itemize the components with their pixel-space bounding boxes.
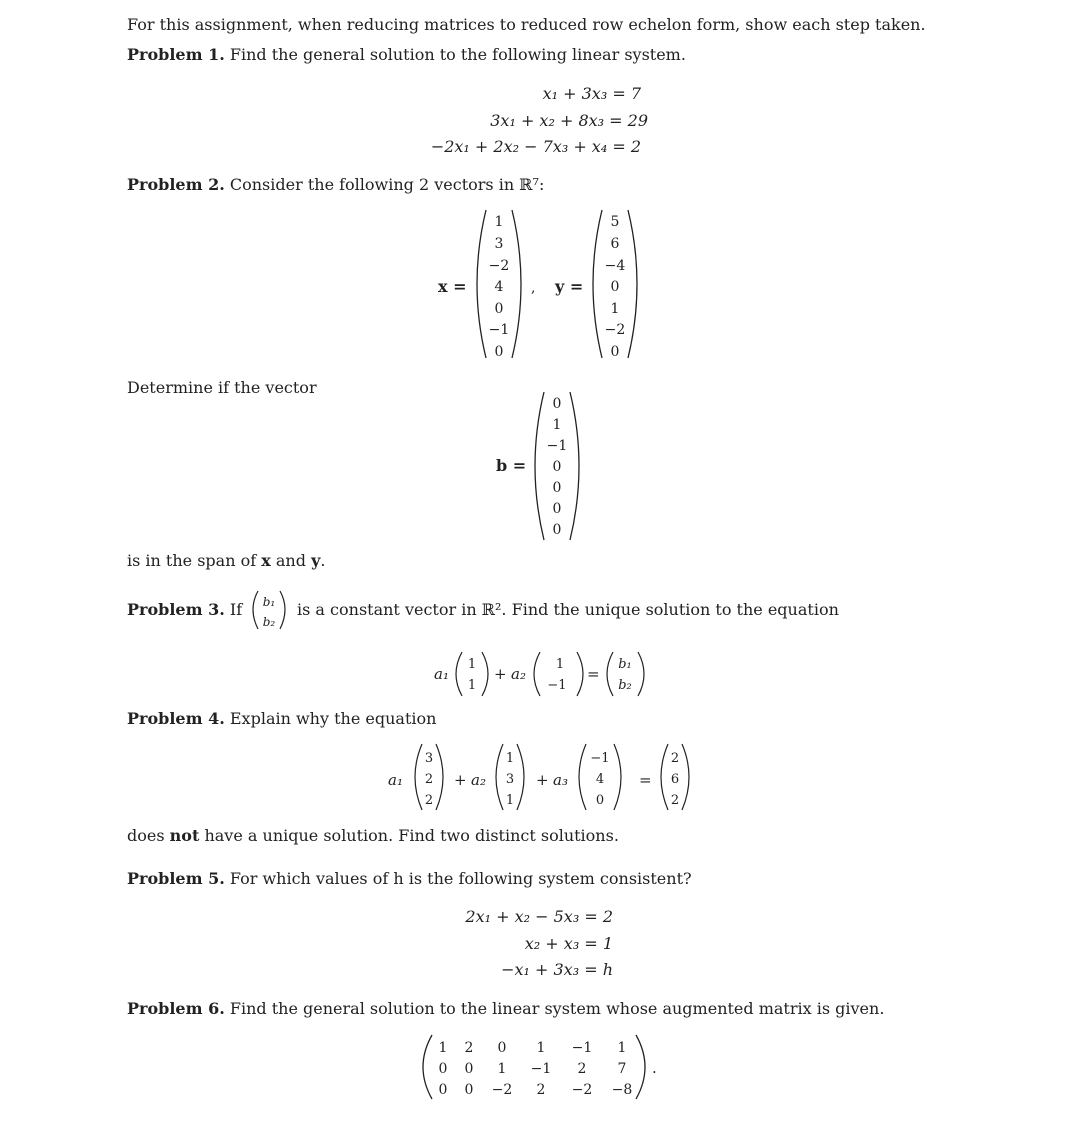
y-entry: −4 — [604, 258, 626, 274]
p4-rhs-left-paren — [661, 744, 668, 810]
b-entry: 0 — [552, 459, 562, 475]
p4-rhs-entry: 2 — [670, 793, 680, 808]
p4-after-bold: not — [169, 826, 200, 845]
p6-cell: 0 — [497, 1040, 507, 1056]
p4-v2-entry: 3 — [505, 772, 515, 787]
y-right-paren — [628, 210, 637, 358]
x-entry: −2 — [488, 258, 510, 274]
b-entry: 0 — [552, 480, 562, 496]
x-right-paren — [512, 210, 521, 358]
p6-cell: 1 — [497, 1061, 507, 1077]
p4-v1-left-paren — [415, 744, 422, 810]
p6-matrix-row — [439, 1061, 627, 1077]
p4-plus-2: + — [536, 771, 549, 789]
p3-a2: a₂ — [511, 665, 526, 683]
problem-6-text: Find the general solution to the linear system whose augmented matrix is given. — [229, 999, 885, 1018]
y-entry: −2 — [604, 322, 626, 338]
x-entry: 3 — [494, 236, 504, 252]
problem-4 — [127, 709, 436, 729]
vector-comma: , — [531, 280, 536, 296]
p5-eq-3: −x₁ + 3x₃ = h — [501, 960, 613, 979]
p6-cell: 1 — [617, 1040, 627, 1056]
p3-rhs-entry: b₁ — [618, 657, 632, 672]
p4-after-post: have a unique solution. Find two distinct solutions. — [204, 826, 619, 845]
problem-3 — [127, 600, 242, 620]
p4-rhs-entry: 2 — [670, 751, 680, 766]
p3-rhs-right-paren — [638, 652, 644, 696]
x-left-paren — [477, 210, 486, 358]
span-and: and — [275, 551, 306, 570]
p6-cell: 2 — [536, 1082, 546, 1098]
b-entry: 0 — [552, 501, 562, 517]
problem-1-heading: Problem 1. — [127, 45, 225, 64]
p4-v2-entry: 1 — [505, 793, 515, 808]
problem-6-heading: Problem 6. — [127, 999, 225, 1018]
problem-4-heading: Problem 4. — [127, 709, 225, 728]
p6-cell: 0 — [438, 1082, 448, 1098]
p4-v1-right-paren — [436, 744, 443, 810]
p4-after-pre: does — [127, 826, 165, 845]
p6-cell: −1 — [530, 1061, 552, 1077]
problem-3-text-pre: If — [229, 600, 243, 619]
p3-rhs-left-paren — [607, 652, 613, 696]
b-vector-label: b = — [496, 456, 527, 475]
span-x: x — [261, 551, 271, 570]
problem-5 — [127, 869, 692, 889]
y-entry: 0 — [610, 279, 620, 295]
p3-inline-right-paren — [280, 591, 285, 629]
span-pre: is in the span of — [127, 551, 257, 570]
x-entry: 1 — [494, 214, 504, 230]
p4-v2-left-paren — [496, 744, 503, 810]
p6-cell: 0 — [464, 1061, 474, 1077]
p3-v2-entry: −1 — [547, 678, 567, 693]
p3-rhs-entry: b₂ — [618, 678, 632, 693]
p4-v3-entry: −1 — [590, 751, 610, 766]
p3-inline-left-paren — [253, 591, 258, 629]
problem-4-text: Explain why the equation — [229, 709, 437, 728]
p3-plus: + — [494, 665, 507, 683]
problem-2-heading: Problem 2. — [127, 175, 225, 194]
b-entry: 0 — [552, 396, 562, 412]
y-entry: 5 — [610, 214, 620, 230]
p3-v1-entry: 1 — [467, 678, 477, 693]
x-vector-label: x = — [438, 277, 467, 296]
p6-matrix-row — [439, 1040, 627, 1056]
p6-matrix-row — [439, 1082, 633, 1098]
p1-eq-3: −2x₁ + 2x₂ − 7x₃ + x₄ = 2 — [430, 137, 641, 156]
problem-5-heading: Problem 5. — [127, 869, 225, 888]
problem-5-text: For which values of h is the following system consistent? — [229, 869, 692, 888]
p4-rhs-right-paren — [682, 744, 689, 810]
problem-6 — [127, 999, 884, 1019]
p2-determine-text: Determine if the vector — [127, 378, 317, 397]
x-entry: 0 — [494, 301, 504, 317]
p3-v2-left-paren — [534, 652, 540, 696]
p6-cell: 2 — [464, 1040, 474, 1056]
y-entry: 1 — [610, 301, 620, 317]
b-vector-entries — [547, 396, 568, 538]
b-entry: −1 — [546, 438, 568, 454]
p3-v1-entry: 1 — [467, 657, 477, 672]
p6-cell: 0 — [464, 1082, 474, 1098]
p6-right-paren — [636, 1035, 645, 1099]
p3-v2-right-paren — [577, 652, 583, 696]
x-vector-entries — [489, 214, 510, 360]
problem-2-text: Consider the following 2 vectors in ℝ⁷: — [229, 175, 545, 194]
p6-cell: 0 — [438, 1061, 448, 1077]
p6-cell: −2 — [571, 1082, 593, 1098]
p3-inline-b2: b₂ — [262, 615, 276, 629]
p4-rhs-entry: 6 — [670, 772, 680, 787]
p6-left-paren — [423, 1035, 432, 1099]
y-entry: 0 — [610, 344, 620, 360]
p6-period: . — [652, 1059, 657, 1077]
p1-eq-1: x₁ + 3x₃ = 7 — [542, 84, 641, 103]
y-vector-label: y = — [555, 277, 584, 296]
p5-eq-1: 2x₁ + x₂ − 5x₃ = 2 — [465, 907, 613, 926]
p3-equals: = — [587, 665, 600, 683]
p1-eq-2: 3x₁ + x₂ + 8x₃ = 29 — [490, 111, 648, 130]
problem-3-heading: Problem 3. — [127, 600, 225, 619]
intro-text: For this assignment, when reducing matrices to reduced row echelon form, show each step taken. — [127, 15, 926, 34]
p4-v2-entry: 1 — [505, 751, 515, 766]
p4-after-text — [127, 826, 619, 846]
p3-a1: a₁ — [434, 665, 449, 683]
p4-equals: = — [639, 771, 652, 789]
p4-a2: a₂ — [471, 771, 486, 789]
p6-cell: 1 — [536, 1040, 546, 1056]
p6-cell: 7 — [617, 1061, 627, 1077]
p4-a3: a₃ — [553, 771, 568, 789]
p4-v3-entry: 0 — [595, 793, 605, 808]
p4-v3-right-paren — [614, 744, 621, 810]
p4-v1-entry: 2 — [424, 793, 434, 808]
p3-v2-entry: 1 — [555, 657, 565, 672]
x-entry: 4 — [494, 279, 504, 295]
p4-v1-entry: 2 — [424, 772, 434, 787]
p3-v1-right-paren — [482, 652, 488, 696]
b-entry: 1 — [552, 417, 562, 433]
y-left-paren — [593, 210, 602, 358]
p5-eq-2: x₂ + x₃ = 1 — [524, 934, 613, 953]
p4-v3-left-paren — [579, 744, 586, 810]
y-vector-entries — [605, 214, 626, 360]
p6-cell: −1 — [571, 1040, 593, 1056]
p6-cell: 1 — [438, 1040, 448, 1056]
b-right-paren — [570, 392, 579, 540]
p6-cell: −8 — [611, 1082, 633, 1098]
problem-3-text-post: is a constant vector in ℝ². Find the unique solution to the equation — [297, 600, 839, 619]
p4-plus-1: + — [454, 771, 467, 789]
span-end: . — [320, 551, 326, 570]
x-entry: −1 — [488, 322, 510, 338]
p4-v3-entry: 4 — [595, 772, 605, 787]
p2-span-text — [127, 551, 325, 571]
p3-v1-left-paren — [456, 652, 462, 696]
p3-inline-b1: b₁ — [262, 595, 276, 609]
p6-cell: 2 — [577, 1061, 587, 1077]
b-left-paren — [535, 392, 544, 540]
p4-v2-right-paren — [517, 744, 524, 810]
y-entry: 6 — [610, 236, 620, 252]
span-y: y — [311, 551, 321, 570]
p6-cell: −2 — [491, 1082, 513, 1098]
p4-a1: a₁ — [388, 771, 403, 789]
p4-v1-entry: 3 — [424, 751, 434, 766]
x-entry: 0 — [494, 344, 504, 360]
problem-1-text: Find the general solution to the following linear system. — [229, 45, 686, 64]
b-entry: 0 — [552, 522, 562, 538]
